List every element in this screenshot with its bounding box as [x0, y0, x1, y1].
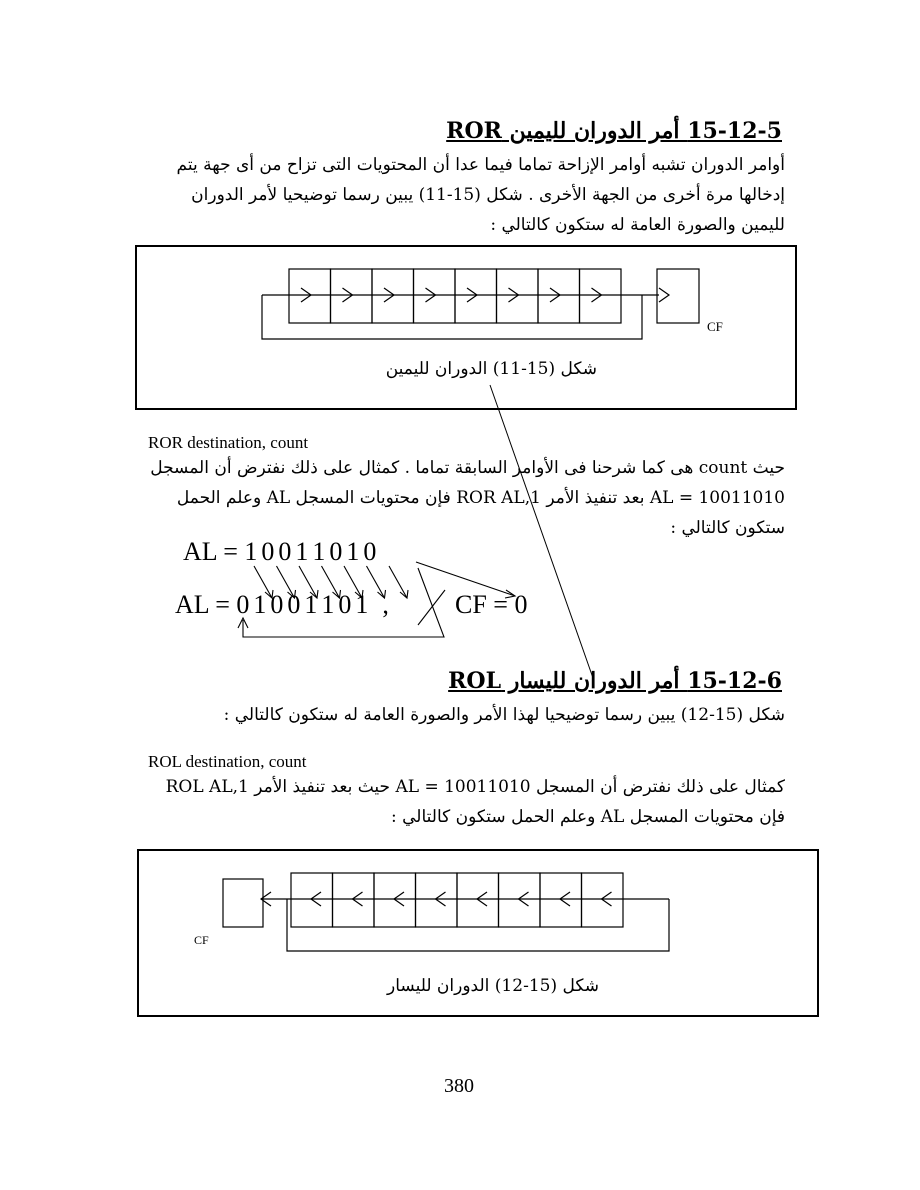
cf-result: CF = 0	[455, 590, 528, 619]
bit-shift-arrow	[277, 566, 295, 598]
before-bit-0: 1	[244, 537, 258, 566]
after-bit-4: 1	[304, 590, 318, 619]
bit-shift-arrow	[254, 566, 272, 598]
ror-cf-label: CF	[707, 319, 723, 334]
before-bit-4: 1	[312, 537, 326, 566]
after-bit-6: 0	[338, 590, 352, 619]
bit-shift-arrowhead	[355, 590, 363, 598]
after-bit-0: 0	[236, 590, 250, 619]
ror-syntax: ROR destination, count	[148, 433, 309, 452]
figure-11-caption: شكل (15-11) الدوران لليمين	[385, 359, 597, 379]
rol-feedback-line	[287, 899, 669, 951]
bit-shift-arrowhead	[400, 590, 408, 598]
rol-cf-cell	[223, 879, 263, 927]
after-bit-2: 0	[270, 590, 284, 619]
rol-syntax: ROL destination, count	[148, 752, 307, 771]
before-bit-1: 0	[261, 537, 275, 566]
before-bit-3: 1	[295, 537, 309, 566]
before-bit-5: 0	[329, 537, 343, 566]
al-after-comma: ,	[382, 590, 389, 619]
before-bit-7: 0	[363, 537, 377, 566]
after-bit-3: 0	[287, 590, 301, 619]
figure-rol-box	[137, 849, 819, 1017]
bit-shift-arrowhead	[378, 590, 386, 598]
comma-slash	[418, 590, 445, 625]
before-bit-2: 0	[278, 537, 292, 566]
rol-example-paragraph: كمثال على ذلك نفترض أن المسجل AL = 10011010 حيث بعد تنفيذ الأمر ROL AL,1 فإن محتويات المسجل AL وعلم الحمل ستكون كالتالي :	[165, 777, 785, 827]
figure-12-caption: شكل (15-12) الدوران لليسار	[387, 976, 599, 996]
bit-shift-arrow	[299, 566, 317, 598]
rol-description-paragraph: شكل (15-12) يبين رسما توضيحيا لهذا الأمر والصورة العامة له ستكون كالتالي :	[223, 705, 785, 725]
bit-shift-arrowhead	[333, 590, 341, 598]
al-before-prefix: AL =	[183, 537, 245, 566]
section-heading-rol: 15-12-6 أمر الدوران لليسار ROL	[448, 668, 782, 694]
bit-shift-arrowhead	[265, 590, 273, 598]
bit-shift-arrowhead	[310, 590, 318, 598]
al-after-prefix: AL =	[175, 590, 237, 619]
after-bit-5: 1	[321, 590, 335, 619]
ror-description-paragraph: أوامر الدوران تشبه أوامر الإزاحة تماما فيما عدا أن المحتويات التى تزاح من أى جهة يتم إدخالها مرة أخرى من الجهة الأخرى . شكل (15-11) يبين رسما توضيحيا لأمر الدوران لليمين والصورة العامة له ستكون كالتالي :	[176, 155, 785, 235]
lsb-to-cf-arrow	[416, 562, 515, 596]
ror-example-paragraph: حيث count هى كما شرحنا فى الأوامر السابقة تماما . كمثال على ذلك نفترض أن المسجل AL = 10011010 بعد تنفيذ الأمر ROR AL,1 فإن محتويات المسجل AL وعلم الحمل ستكون كالتالي :	[150, 458, 785, 538]
bit-shift-arrow	[322, 566, 340, 598]
bit-shift-arrow	[344, 566, 362, 598]
annotation-pointer-line	[490, 385, 593, 678]
bit-shift-arrow	[367, 566, 385, 598]
bit-shift-arrow	[389, 566, 407, 598]
page-number: 380	[444, 1075, 474, 1097]
section-heading-ror: 15-12-5 أمر الدوران لليمين ROR	[446, 118, 782, 144]
rol-cf-label: CF	[194, 933, 209, 947]
bit-shift-arrowhead	[288, 590, 296, 598]
before-bit-6: 1	[346, 537, 360, 566]
after-bit-7: 1	[355, 590, 369, 619]
after-bit-1: 1	[253, 590, 267, 619]
lsb-to-msb-arrow	[243, 568, 444, 637]
